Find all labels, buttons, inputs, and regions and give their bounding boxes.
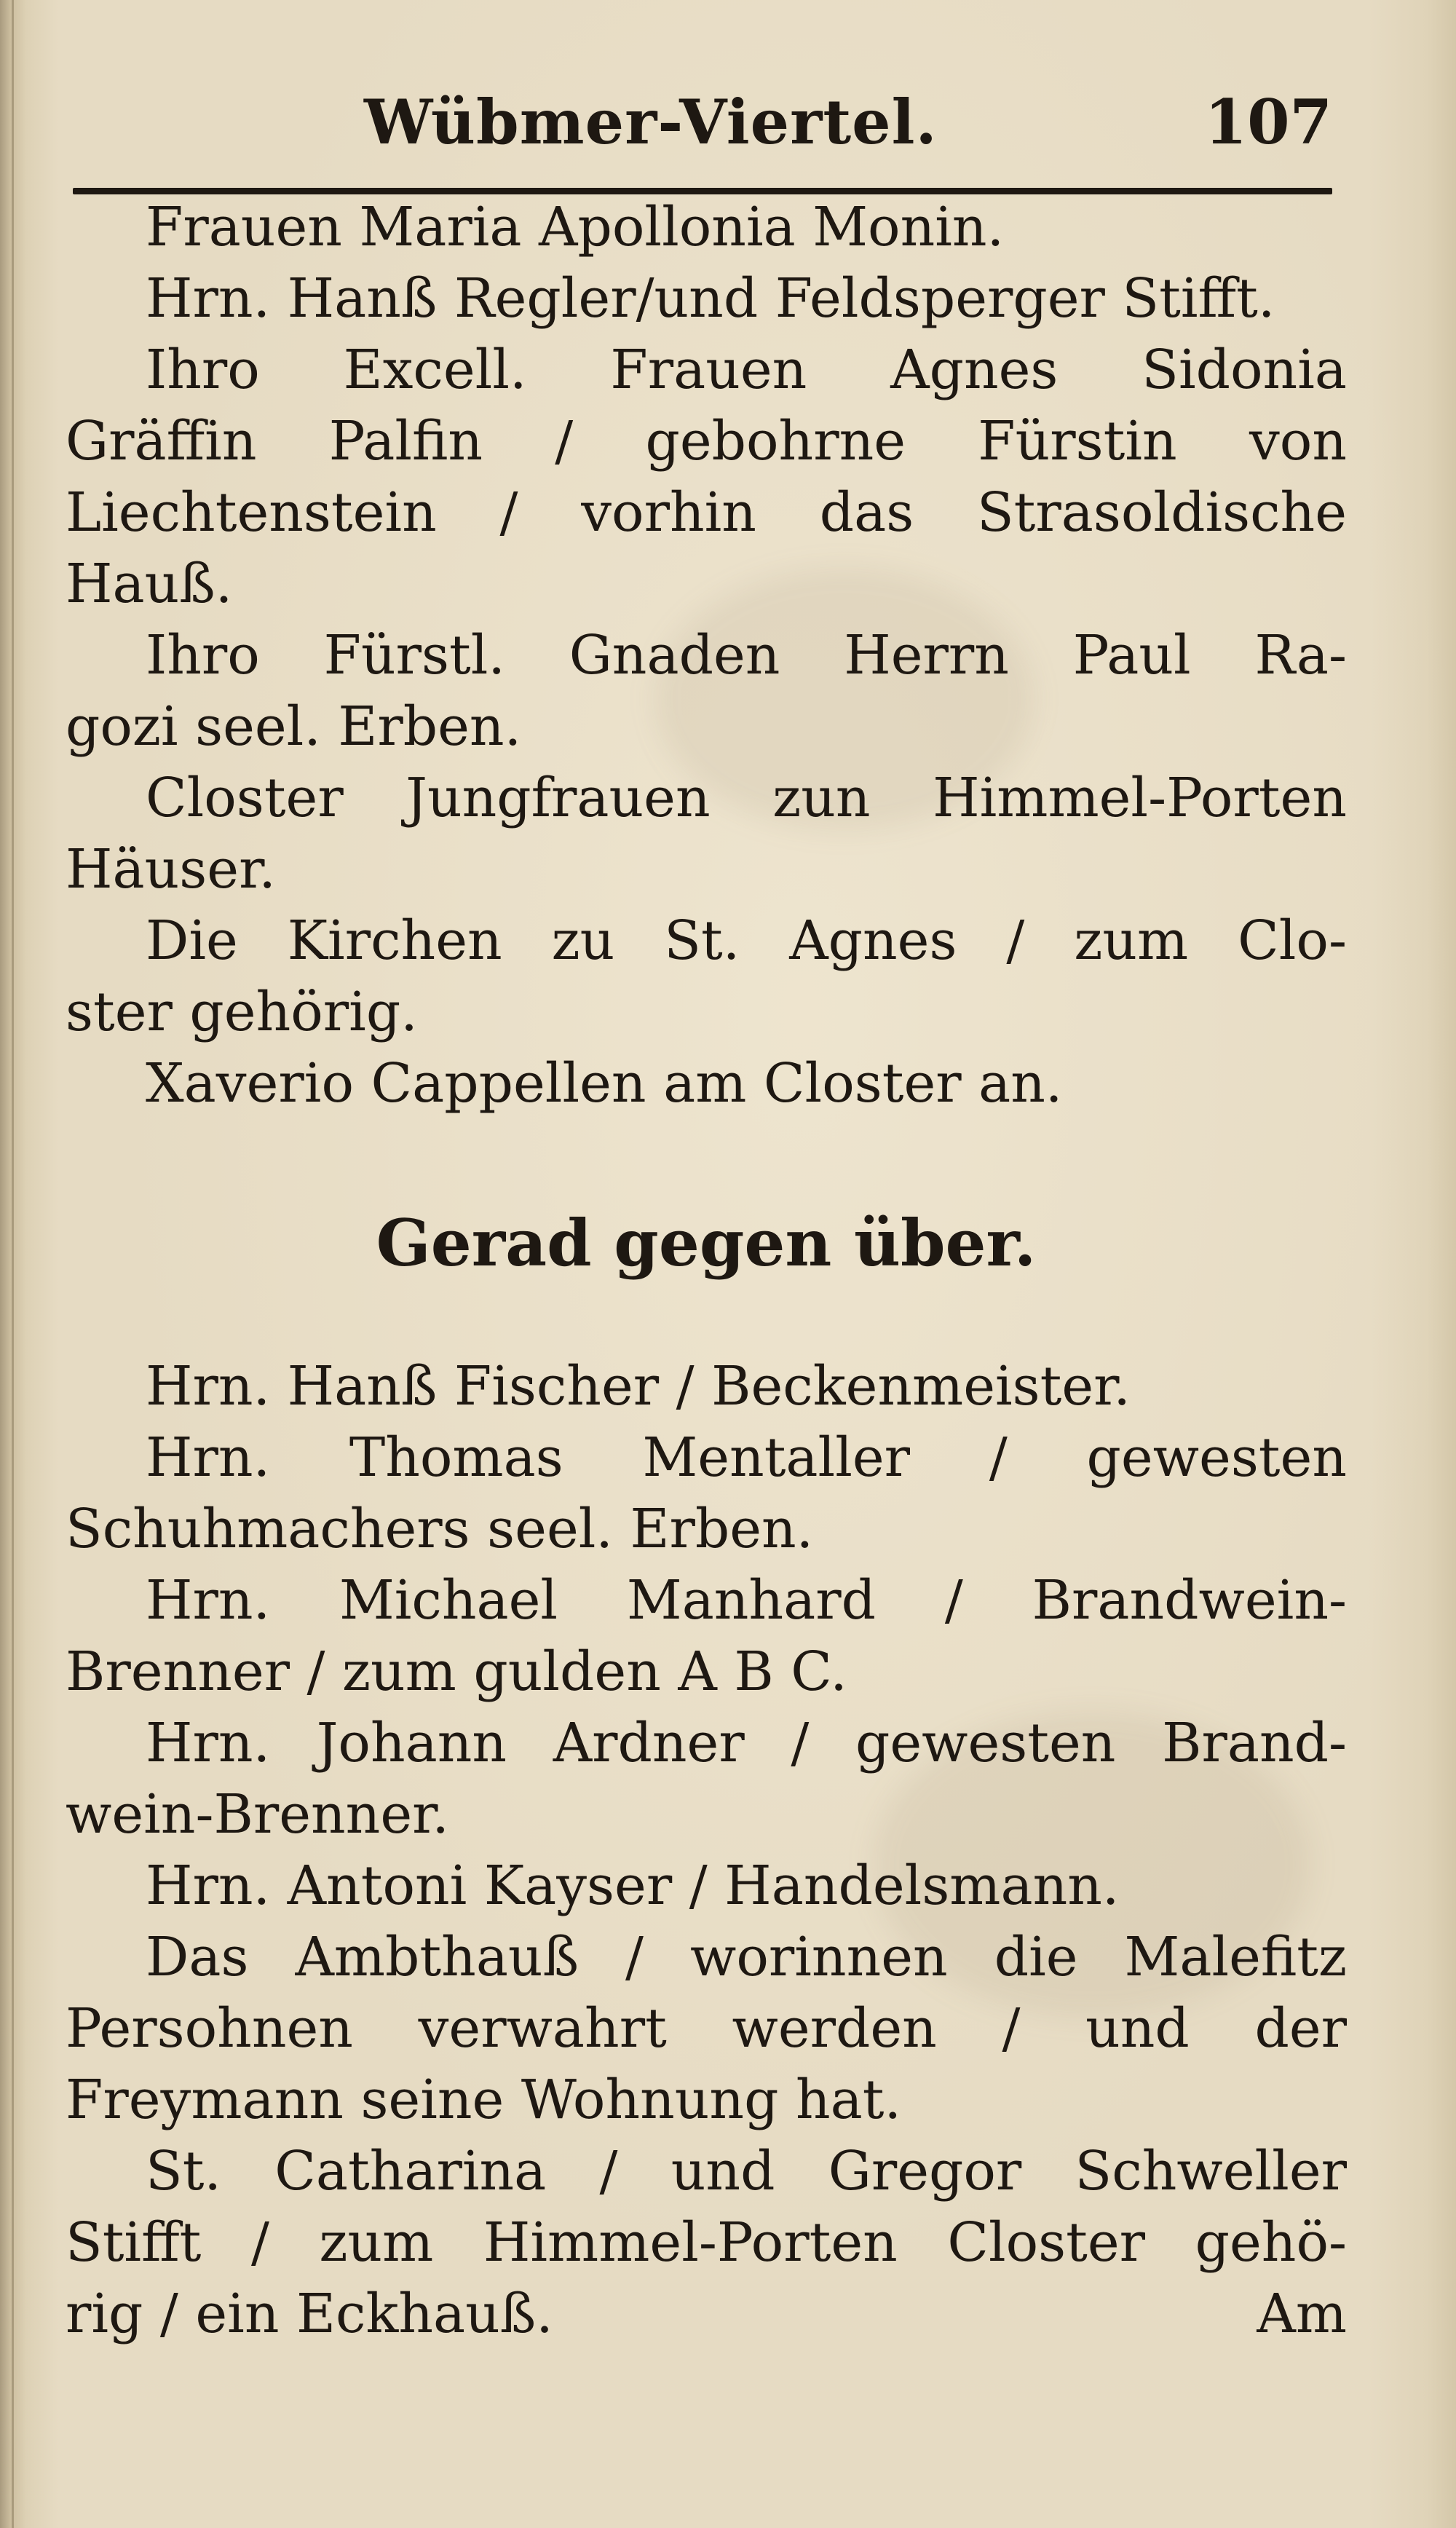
page-header	[73, 86, 1332, 173]
text-line: Persohnen verwahrt werden / und der	[66, 1997, 1347, 2060]
text-line: ster gehörig.	[66, 981, 418, 1043]
text-line: Hrn. Antoni Kayser / Handelsmann.	[146, 1854, 1120, 1917]
text-line: Hrn. Hanß Regler/und Feldsperger Stifft.	[146, 267, 1275, 330]
page-gutter-edge	[12, 0, 14, 2528]
text-line: Liechtenstein / vorhin das Strasoldische	[66, 481, 1347, 544]
text-line: Häuser.	[66, 838, 276, 901]
text-line: rig / ein Eckhauß.	[66, 2283, 553, 2345]
text-line: Brenner / zum gulden A B C.	[66, 1640, 847, 1703]
text-line: wein-Brenner.	[66, 1783, 449, 1846]
text-line: Freymann seine Wohnung hat.	[66, 2069, 902, 2131]
text-line: Hrn. Johann Ardner / gewesten Brand-	[146, 1712, 1347, 1774]
text-line: Hrn. Hanß Fischer / Beckenmeister.	[146, 1355, 1131, 1418]
text-line: St. Catharina / und Gregor Schweller	[146, 2140, 1347, 2203]
text-line: Ihro Excell. Frauen Agnes Sidonia	[146, 339, 1347, 401]
text-line: Hrn. Michael Manhard / Brandwein-	[146, 1569, 1347, 1632]
text-line: Die Kirchen zu St. Agnes / zum Clo-	[146, 909, 1347, 972]
text-line: Hauß.	[66, 553, 233, 615]
text-line: Ihro Fürstl. Gnaden Herrn Paul Ra-	[146, 624, 1347, 687]
text-line: Stifft / zum Himmel-Porten Closter gehö-	[66, 2211, 1347, 2274]
text-line: Xaverio Cappellen am Closter an.	[146, 1052, 1063, 1115]
section-heading: Gerad gegen über.	[376, 1205, 1037, 1281]
text-line: Frauen Maria Apollonia Monin.	[146, 196, 1005, 258]
text-line: Schuhmachers seel. Erben.	[66, 1498, 814, 1560]
text-line: Gräffin Palfin / gebohrne Fürstin von	[66, 410, 1347, 473]
page-number: 107	[1204, 86, 1332, 158]
text-line: Hrn. Thomas Mentaller / gewesten	[146, 1426, 1347, 1489]
running-title: Wübmer-Viertel.	[364, 86, 938, 158]
text-line: gozi seel. Erben.	[66, 695, 522, 758]
text-line: Das Ambthauß / worinnen die Malefitz	[146, 1926, 1347, 1988]
catchword: Am	[1257, 2283, 1347, 2345]
text-line: Closter Jungfrauen zun Himmel-Porten	[146, 767, 1347, 829]
